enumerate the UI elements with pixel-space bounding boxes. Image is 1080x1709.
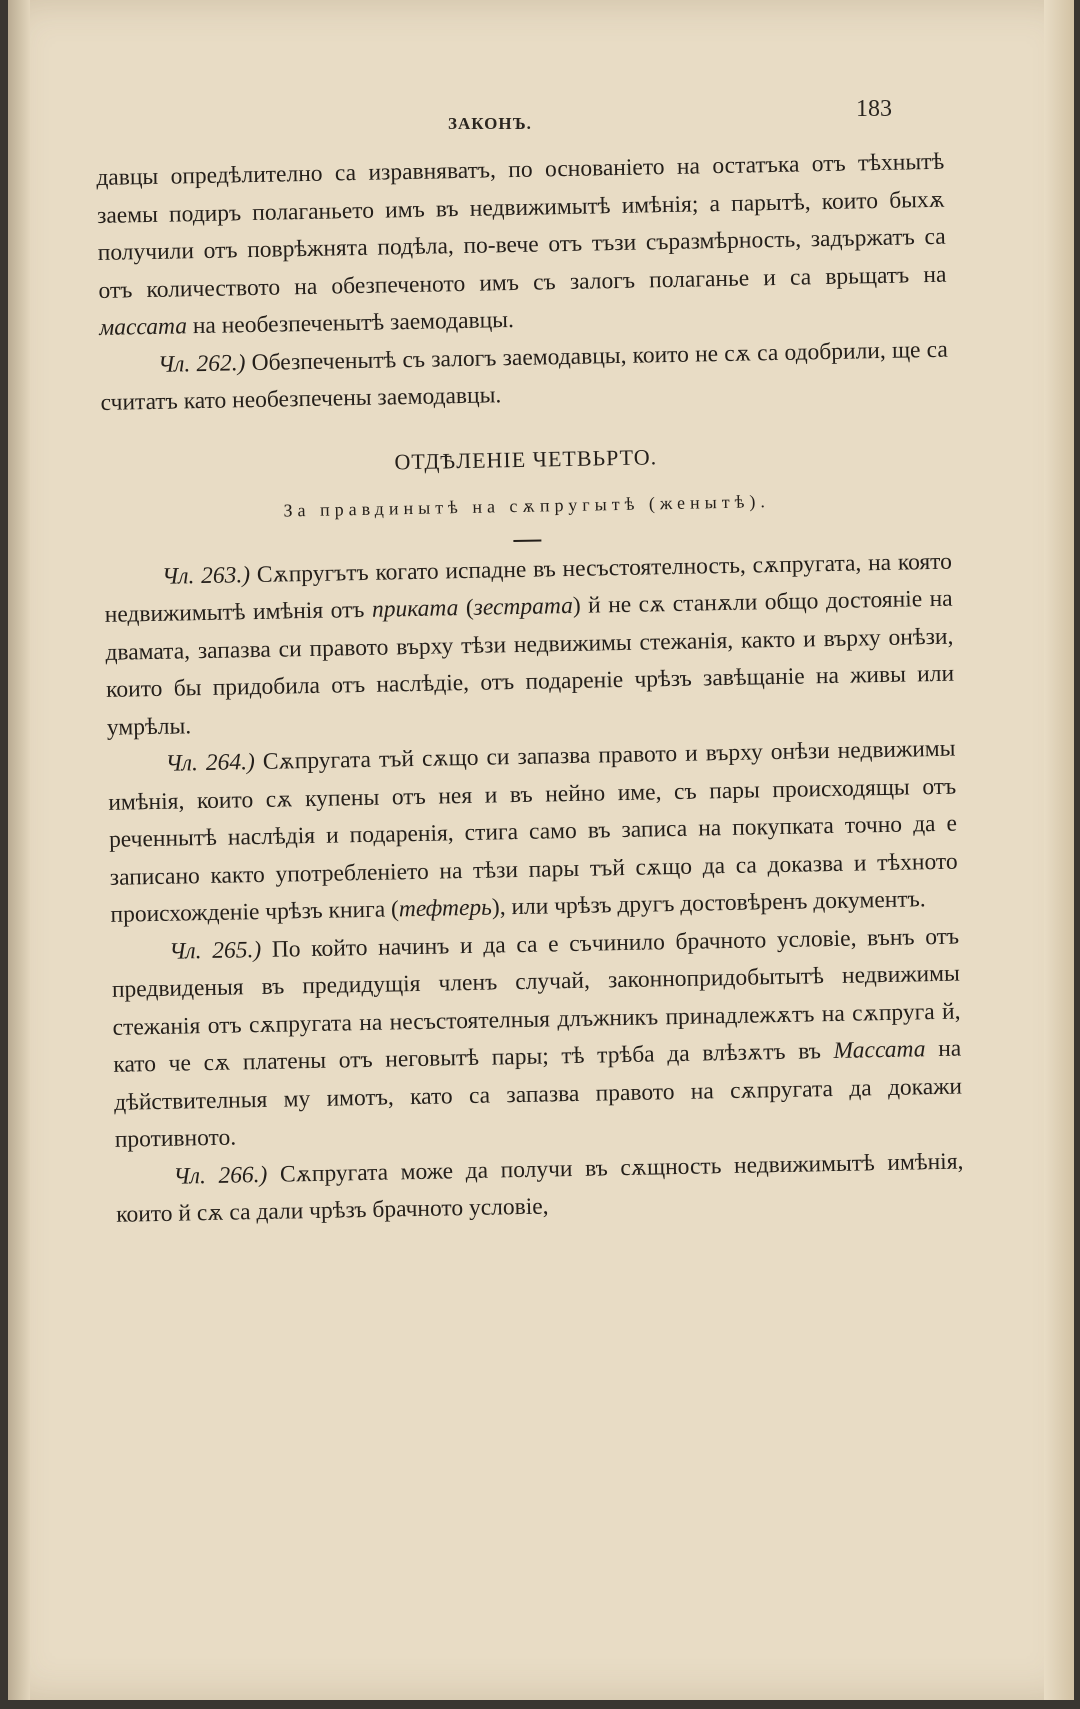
paragraph-continuation: давцы опредѣлително са изравняватъ, по основаніето на остатъка отъ тѣхнытѣ заемы подиръ полаганьето имъ въ недвижимытѣ имѣнія; а парытѣ, които быхѫ получили отъ поврѣжнята подѣла, по-вече отъ тъзи съразмѣрность, задържатъ са отъ количеството на обезпеченото имъ съ залогъ полаганье и са врьщатъ на массата на необезпеченытѣ заемодавцы. [96,148,947,341]
running-head: ЗАКОНЪ. [448,114,532,133]
article-264: Чл. 264.) Сѫпругата тъй сѫщо си запазва правото и върху онѣзи недвижимы имѣнія, които сѫ купены отъ нея и въ нейно име, съ пары происходящы отъ реченнытѣ наслѣдія и подаренія, стига само въ записа на покупката точно да е записано както употребленіето на тѣзи пары тъй сѫщо да са доказва и тѣхното происхожденіе чрѣзъ книга (тефтерь), или чрѣзъ другъ достовѣренъ документъ. [108,735,958,928]
section-subtitle: За правдинытѣ на сѫпругытѣ (женытѣ). [283,491,771,521]
article-number: Чл. 265.) [168,936,262,965]
page-edge [1044,0,1074,1700]
divider [513,539,541,542]
page-gutter [8,0,30,1700]
article-262: Чл. 262.) Обезпеченытѣ съ залогъ заемодавцы, които не сѫ са одобрили, ще са считатъ като необезпечены заемодавцы. [100,336,949,416]
article-263: Чл. 263.) Сѫпругътъ когато испадне въ несъстоятелность, сѫпругата, на която недвижимытѣ имѣнія отъ приката (зестрата) й не сѫ станѫли общо достояніе на двамата, запазва си правото върху тѣзи недвижимы стежанія, както и върху онѣзи, които бы придобила отъ наслѣдіе, отъ подареніе чрѣзъ завѣщаніе на живы или умрѣлы. [104,548,955,741]
article-number: Чл. 262.) [157,349,246,378]
text-block [96,144,964,1235]
article-265: Чл. 265.) По който начинъ и да са е съчинило брачното условіе, вънъ отъ предвиденыя въ предидущія членъ случай, законнопридобытытѣ недвижимы стежанія отъ сѫпругата на несъстоятелныя длъжникъ принадлежѫтъ на сѫпруга й, като че сѫ платены отъ неговытѣ пары; тѣ трѣба да влѣзѫтъ въ Массата на дѣйствителныя му имотъ, като са запазва правото на сѫпругата да докажи противното. [111,923,963,1153]
article-number: Чл. 264.) [165,749,256,777]
page-number: 183 [856,96,892,122]
section-title: ОТДѢЛЕНІЕ ЧЕТВЬРТО. [394,443,658,474]
article-266: Чл. 266.) Сѫпругата може да получи въ сѫщность недвижимытѣ имѣнія, които й сѫ са дали чрѣзъ брачното условіе, [116,1148,964,1228]
book-page [8,0,1074,1700]
article-number: Чл. 263.) [161,561,251,590]
article-number: Чл. 266.) [173,1161,268,1190]
